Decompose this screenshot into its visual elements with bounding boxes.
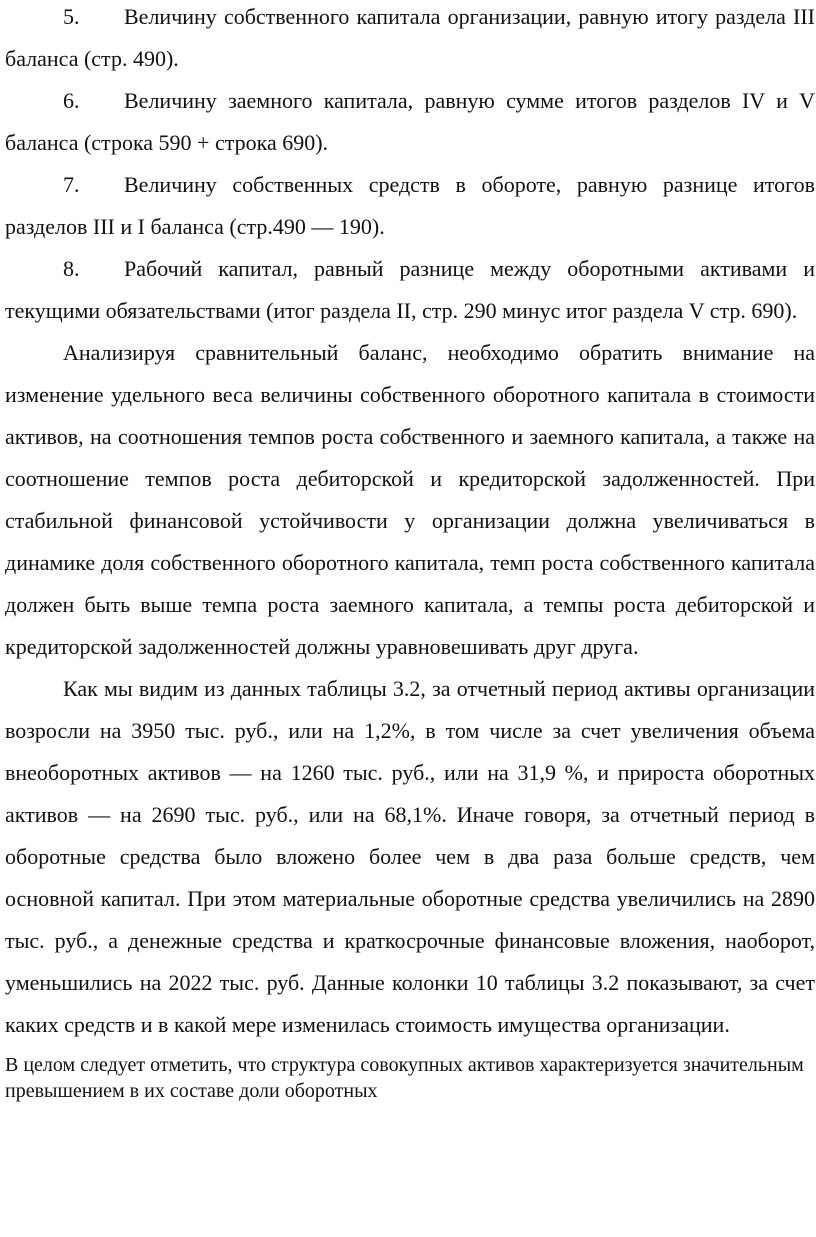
list-item-text: Величину заемного капитала, равную сумме итогов разделов IV и V баланса (строка 590 + строка 690). [5, 88, 815, 155]
document-page [5, 0, 815, 1104]
list-item-number: 6. [63, 88, 80, 113]
paragraph-table-findings: Как мы видим из данных таблицы 3.2, за отчетный период активы организации возросли на 3950 тыс. руб., или на 1,2%, в том числе за счет увеличения объема внеоборотных активов — на 1260 тыс. руб., или на 31,9 %, и прироста оборотных активов — на 2690 тыс. руб., или на 68,1%. Иначе говоря, за отчетный период в оборотные средства было вложено более чем в два раза больше средств, чем основной капитал. При этом материальные оборотные средства увеличились на 2890 тыс. руб., а денежные средства и краткосрочные финансовые вложения, наоборот, уменьшились на 2022 тыс. руб. Данные колонки 10 таблицы 3.2 показывают, за счет каких средств и в какой мере изменилась стоимость имущества организации. [5, 676, 815, 1037]
list-item-8 [5, 248, 815, 332]
list-item-number: 8. [63, 256, 80, 281]
list-item-5 [5, 0, 815, 80]
list-item-text: Величину собственного капитала организации, равную итогу раздела III баланса (стр. 490). [5, 4, 815, 71]
list-item-text: Рабочий капитал, равный разнице между оборотными активами и текущими обязательствами (итог раздела II, стр. 290 минус итог раздела V стр. 690). [5, 256, 815, 323]
list-item-7 [5, 164, 815, 248]
paragraph-conclusion: В целом следует отметить, что структура совокупных активов характеризуется значительным превышением в их составе доли оборотных [5, 1054, 804, 1102]
list-item-6 [5, 80, 815, 164]
list-item-text: Величину собственных средств в обороте, равную разнице итогов разделов III и I баланса (стр.490 — 190). [5, 172, 815, 239]
list-item-number: 5. [63, 4, 80, 29]
paragraph-balance-analysis: Анализируя сравнительный баланс, необходимо обратить внимание на изменение удельного веса величины собственного оборотного капитала в стоимости активов, на соотношения темпов роста собственного и заемного капитала, а также на соотношение темпов роста дебиторской и кредиторской задолженностей. При стабильной финансовой устойчивости у организации должна увеличиваться в динамике доля собственного оборотного капитала, темп роста собственного капитала должен быть выше темпа роста заемного капитала, а темпы роста дебиторской и кредиторской задолженностей должны уравновешивать друг друга. [5, 340, 815, 659]
list-item-number: 7. [63, 172, 80, 197]
